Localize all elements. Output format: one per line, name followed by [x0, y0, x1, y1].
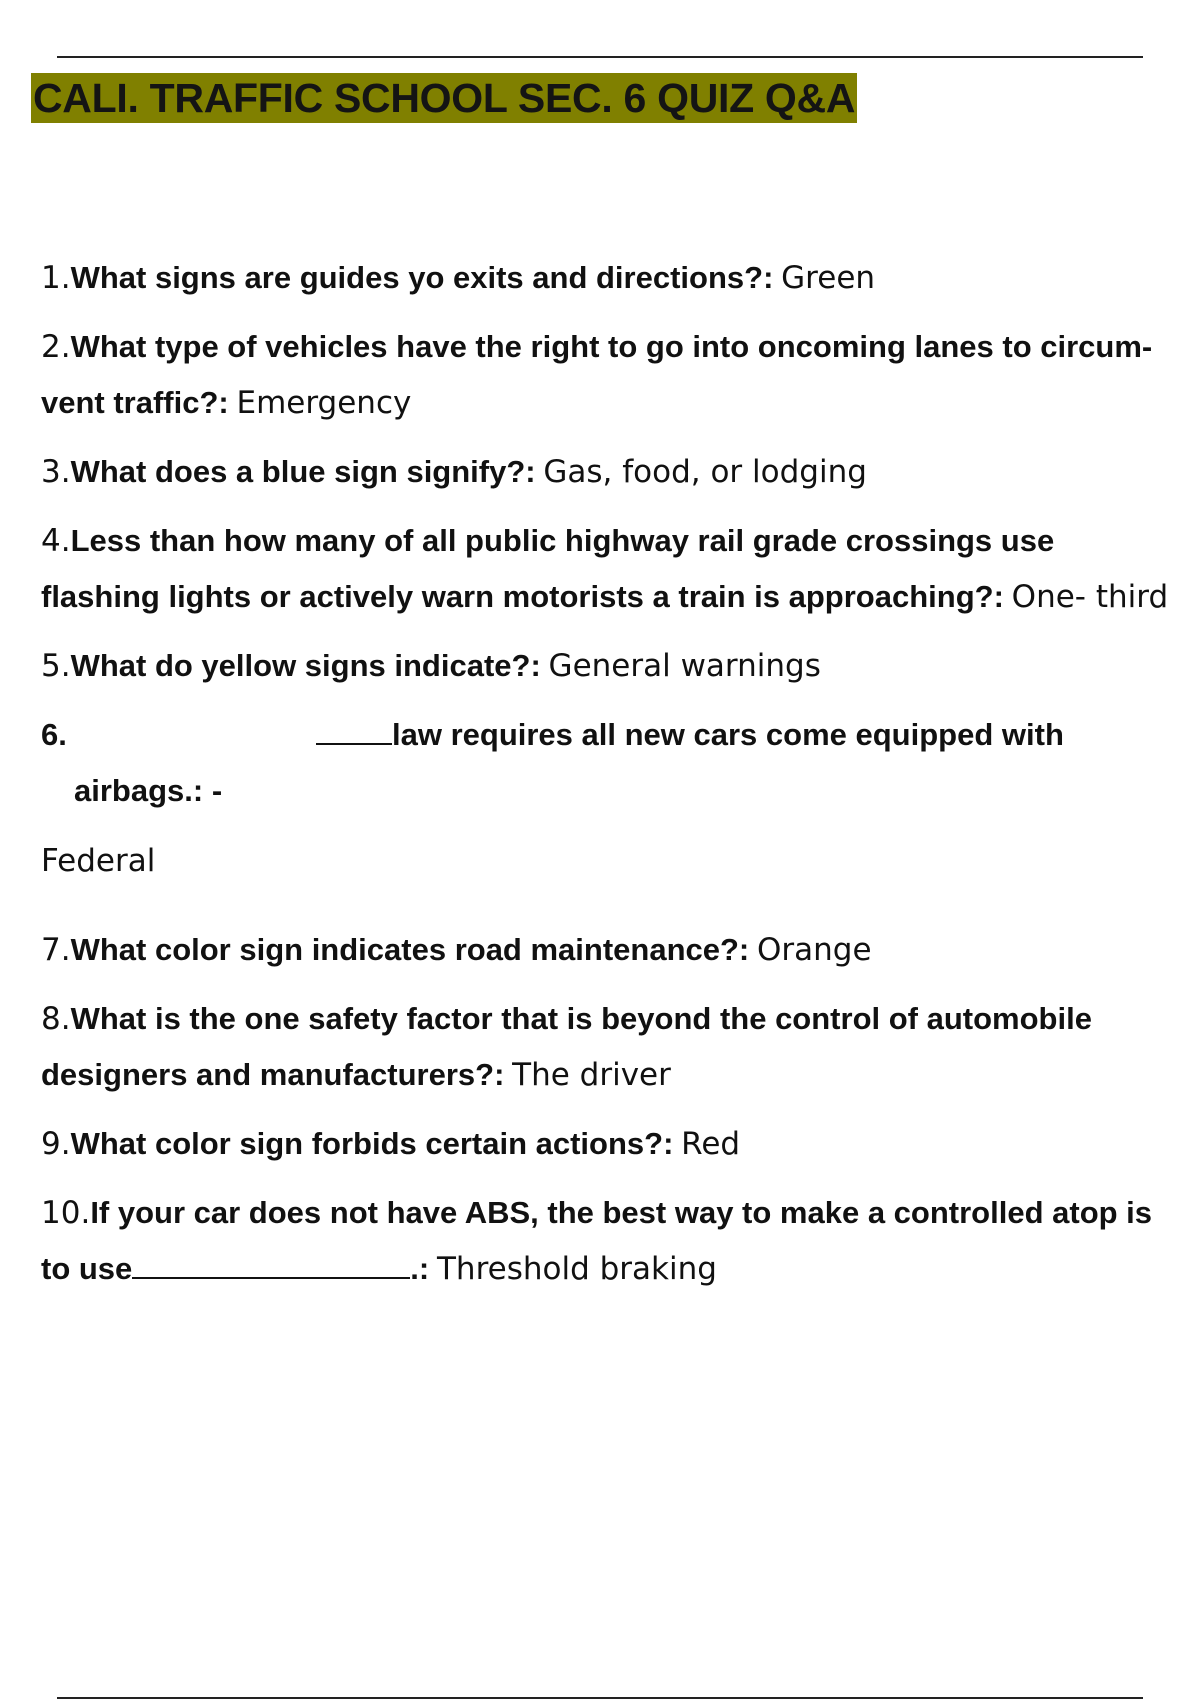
item-number: 6.	[41, 717, 67, 752]
qa-list	[41, 250, 1171, 1310]
question-line-2: airbags.: -	[74, 773, 223, 808]
answer-text: One- third	[1011, 579, 1169, 615]
item-number: 10.	[41, 1195, 91, 1231]
qa-item-10	[41, 1185, 1171, 1297]
item-number: 5.	[41, 648, 71, 684]
answer-text: Threshold braking	[436, 1251, 717, 1287]
qa-item-5	[41, 638, 1171, 694]
qa-item-3	[41, 444, 1171, 500]
question-text: What type of vehicles have the right to go into oncoming lanes to circum- vent traffic?:	[41, 329, 1153, 420]
item-number: 2.	[41, 329, 71, 365]
fill-in-blank	[316, 721, 392, 745]
fill-in-blank	[132, 1255, 410, 1279]
qa-item-6	[41, 707, 1171, 909]
qa-item-2	[41, 319, 1171, 431]
answer-text: Red	[681, 1126, 741, 1162]
item-number: 1.	[41, 260, 71, 296]
question-text: What is the one safety factor that is beyond the control of automobile designers and manufacturers?:	[41, 1001, 1092, 1092]
item-number: 3.	[41, 454, 71, 490]
question-text: What does a blue sign signify?:	[70, 454, 536, 489]
question-text: What do yellow signs indicate?:	[70, 648, 541, 683]
bottom-rule	[57, 1697, 1143, 1699]
answer-text: The driver	[512, 1057, 671, 1093]
top-rule	[57, 56, 1143, 58]
item-number: 8.	[41, 1001, 71, 1037]
question-line-1	[316, 707, 1064, 763]
qa-item-7	[41, 922, 1171, 978]
question-suffix: .:	[410, 1251, 430, 1286]
answer-text: Emergency	[236, 385, 412, 421]
item-number: 7.	[41, 932, 71, 968]
question-text: What signs are guides yo exits and directions?:	[70, 260, 774, 295]
qa-item-9	[41, 1116, 1171, 1172]
answer-text: General warnings	[548, 648, 821, 684]
question-text: What color sign indicates road maintenance?:	[70, 932, 750, 967]
question-text: Less than how many of all public highway rail grade crossings use flashing lights or actively warn motorists a train is approaching?:	[41, 523, 1055, 614]
question-text: If your car does not have ABS, the best way to make a controlled atop is to use	[41, 1195, 1153, 1286]
answer-text: Green	[781, 260, 876, 296]
qa-item-4	[41, 513, 1171, 625]
qa-item-1	[41, 250, 1171, 306]
qa-item-8	[41, 991, 1171, 1103]
answer-text: Orange	[757, 932, 872, 968]
item-number: 9.	[41, 1126, 71, 1162]
answer-text: Gas, food, or lodging	[543, 454, 867, 490]
question-text: What color sign forbids certain actions?:	[70, 1126, 674, 1161]
answer-text: Federal	[41, 843, 156, 879]
item-number: 4.	[41, 523, 71, 559]
document-title: CALI. TRAFFIC SCHOOL SEC. 6 QUIZ Q&A	[33, 75, 856, 121]
question-text: law requires all new cars come equipped with	[392, 717, 1064, 752]
